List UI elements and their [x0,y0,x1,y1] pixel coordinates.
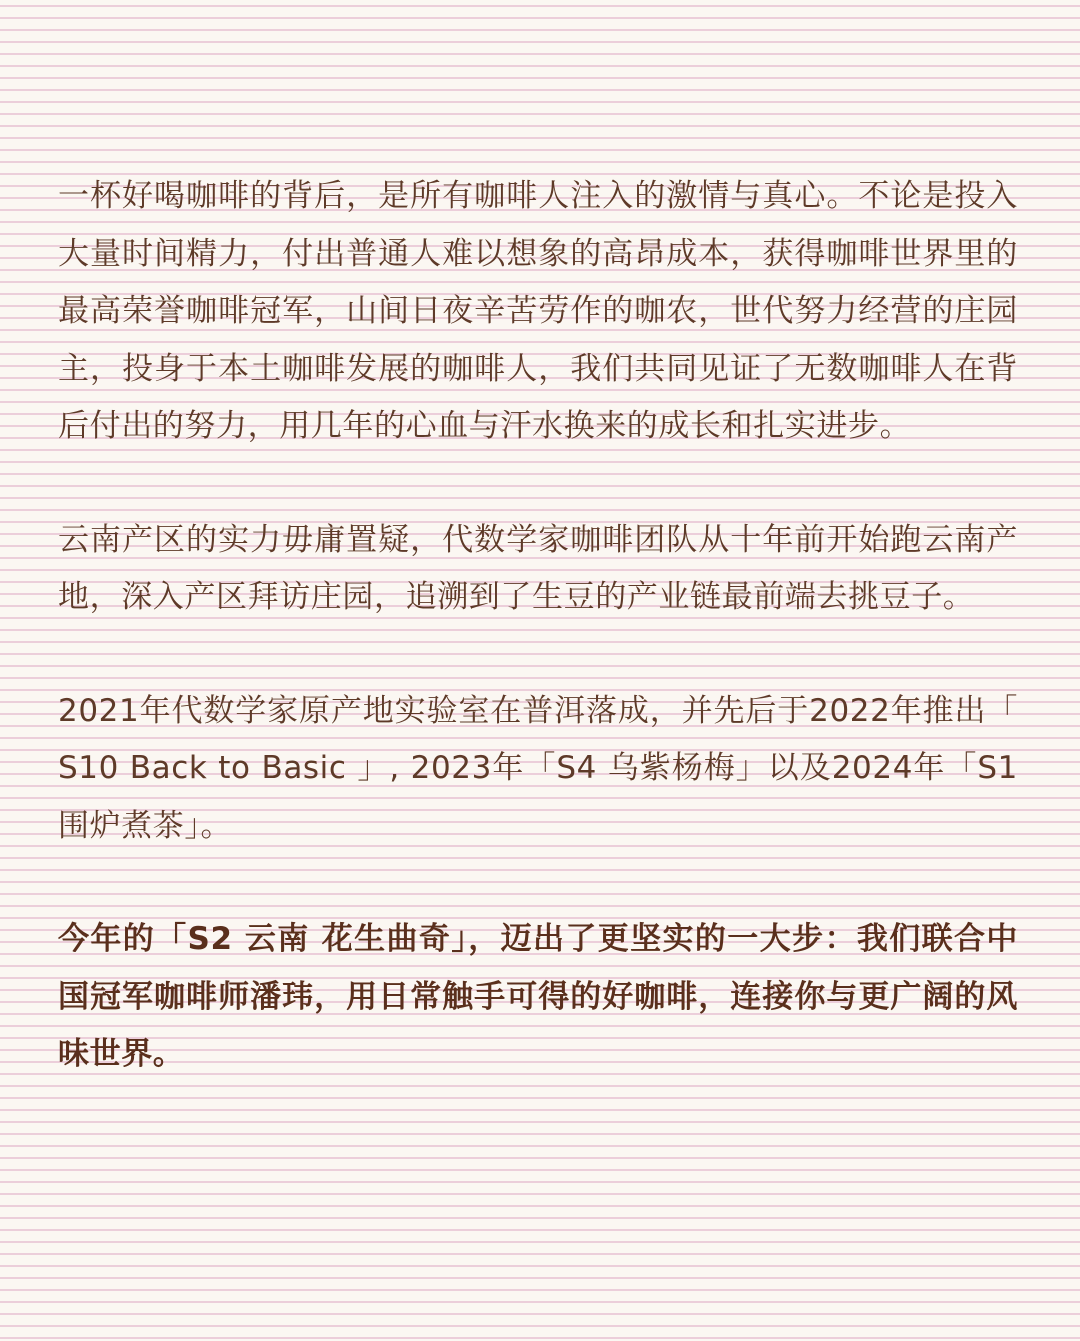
paragraph-s2-announcement: 今年的「S2 云南 花生曲奇」，迈出了更坚实的一大步：我们联合中国冠军咖啡师潘玮，用日常触手可得的好咖啡，连接你与更广阔的风味世界。 [58,921,1018,1072]
paragraph-yunnan-origin: 云南产区的实力毋庸置疑，代数学家咖啡团队从十年前开始跑云南产地，深入产区拜访庄园，追溯到了生豆的产业链最前端去挑豆子。 [58,521,1018,615]
paragraph-coffee-people: 一杯好喝咖啡的背后，是所有咖啡人注入的激情与真心。不论是投入大量时间精力，付出普通人难以想象的高昂成本，获得咖啡世界里的最高荣誉咖啡冠军，山间日夜辛苦劳作的咖农，世代努力经营的庄园主，投身于本土咖啡发展的咖啡人，我们共同见证了无数咖啡人在背后付出的努力，用几年的心血与汗水换来的成长和扎实进步。 [58,178,1018,444]
paragraph-lab-history: 2021年代数学家原产地实验室在普洱落成，并先后于2022年推出「 S10 Back to Basic 」, 2023年「S4 乌紫杨梅」以及2024年「S1围炉煮茶」。 [58,692,1018,844]
